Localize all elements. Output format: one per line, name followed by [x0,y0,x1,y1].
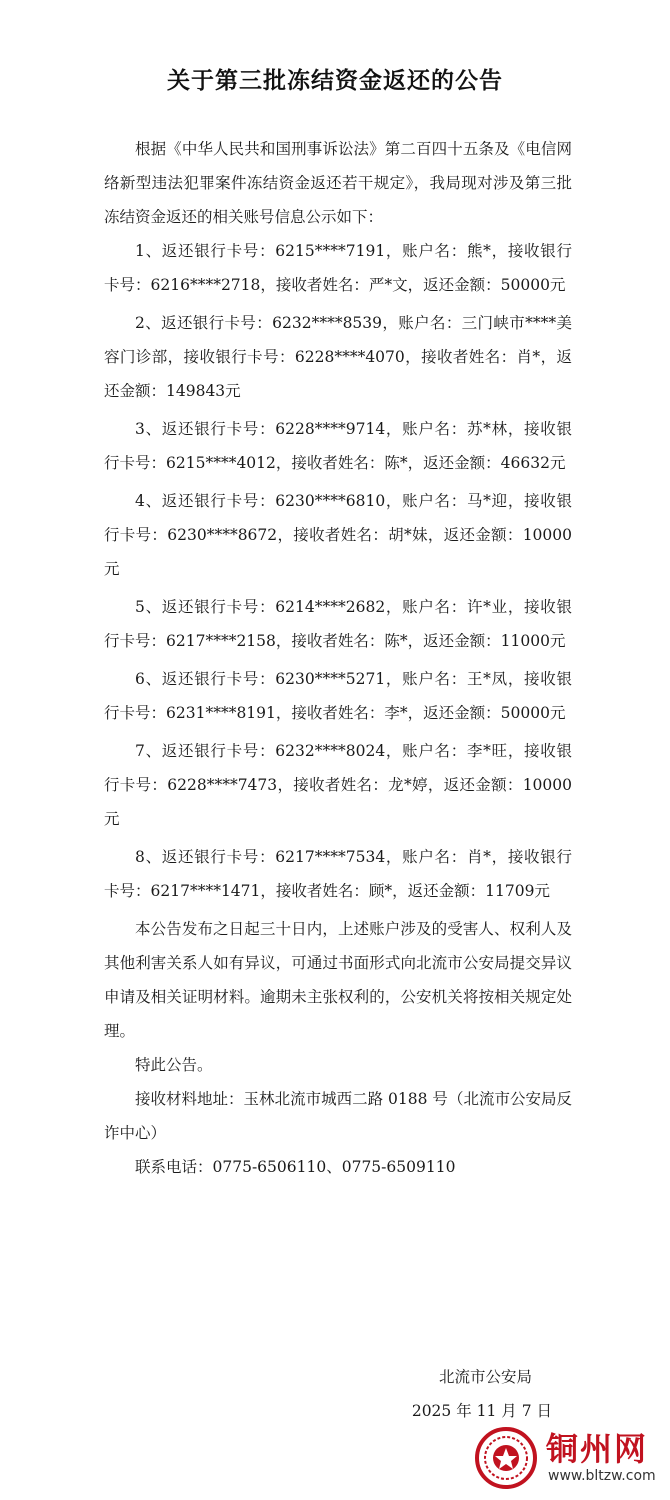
issue-date: 2025 年 11 月 7 日 [411,1402,552,1420]
list-item: 7、返还银行卡号：6232****8024，账户名：李*旺，接收银行卡号：6228****7473，接收者姓名：龙*婷，返还金额：10000元 [104,742,572,828]
list-item: 3、返还银行卡号：6228****9714，账户名：苏*林，接收银行卡号：6215****4012，接收者姓名：陈*，返还金额：46632元 [104,420,572,472]
list-item: 8、返还银行卡号：6217****7534，账户名：肖*，接收银行卡号：6217****1471，接收者姓名：顾*，返还金额：11709元 [104,848,572,900]
list-item: 2、返还银行卡号：6232****8539，账户名：三门峡市****美容门诊部，接收银行卡号：6228****4070，接收者姓名：肖*，返还金额：149843元 [104,314,572,400]
objection-paragraph: 本公告发布之日起三十日内，上述账户涉及的受害人、权利人及其他利害关系人如有异议，可通过书面形式向北流市公安局提交异议申请及相关证明材料。逾期未主张权利的，公安机关将按相关规定处理。 [104,920,572,1040]
list-item: 1、返还银行卡号：6215****7191，账户名：熊*，接收银行卡号：6216****2718，接收者姓名：严*文，返还金额：50000元 [104,242,572,294]
phone-line: 联系电话：0775-6506110、0775-6509110 [135,1158,456,1176]
address-line: 接收材料地址：玉林北流市城西二路 0188 号（北流市公安局反诈中心） [104,1090,572,1142]
notice-body [104,132,572,1184]
site-url: www.bltzw.com [548,1468,656,1484]
issuer-name: 北流市公安局 [438,1368,532,1386]
site-name: 铜州网 [546,1430,649,1468]
page-title: 关于第三批冻结资金返还的公告 [167,68,503,94]
closing-line: 特此公告。 [135,1056,213,1074]
site-watermark [474,1424,664,1494]
site-logo-icon [474,1426,538,1490]
list-item: 4、返还银行卡号：6230****6810，账户名：马*迎，接收银行卡号：6230****8672，接收者姓名：胡*妹，返还金额：10000元 [104,492,572,578]
list-item: 6、返还银行卡号：6230****5271，账户名：王*凤，接收银行卡号：6231****8191，接收者姓名：李*，返还金额：50000元 [104,670,572,722]
signoff [412,1360,552,1428]
intro-paragraph: 根据《中华人民共和国刑事诉讼法》第二百四十五条及《电信网络新型违法犯罪案件冻结资金返还若干规定》，我局现对涉及第三批冻结资金返还的相关账号信息公示如下： [104,140,572,226]
list-item: 5、返还银行卡号：6214****2682，账户名：许*业，接收银行卡号：6217****2158，接收者姓名：陈*，返还金额：11000元 [104,598,572,650]
